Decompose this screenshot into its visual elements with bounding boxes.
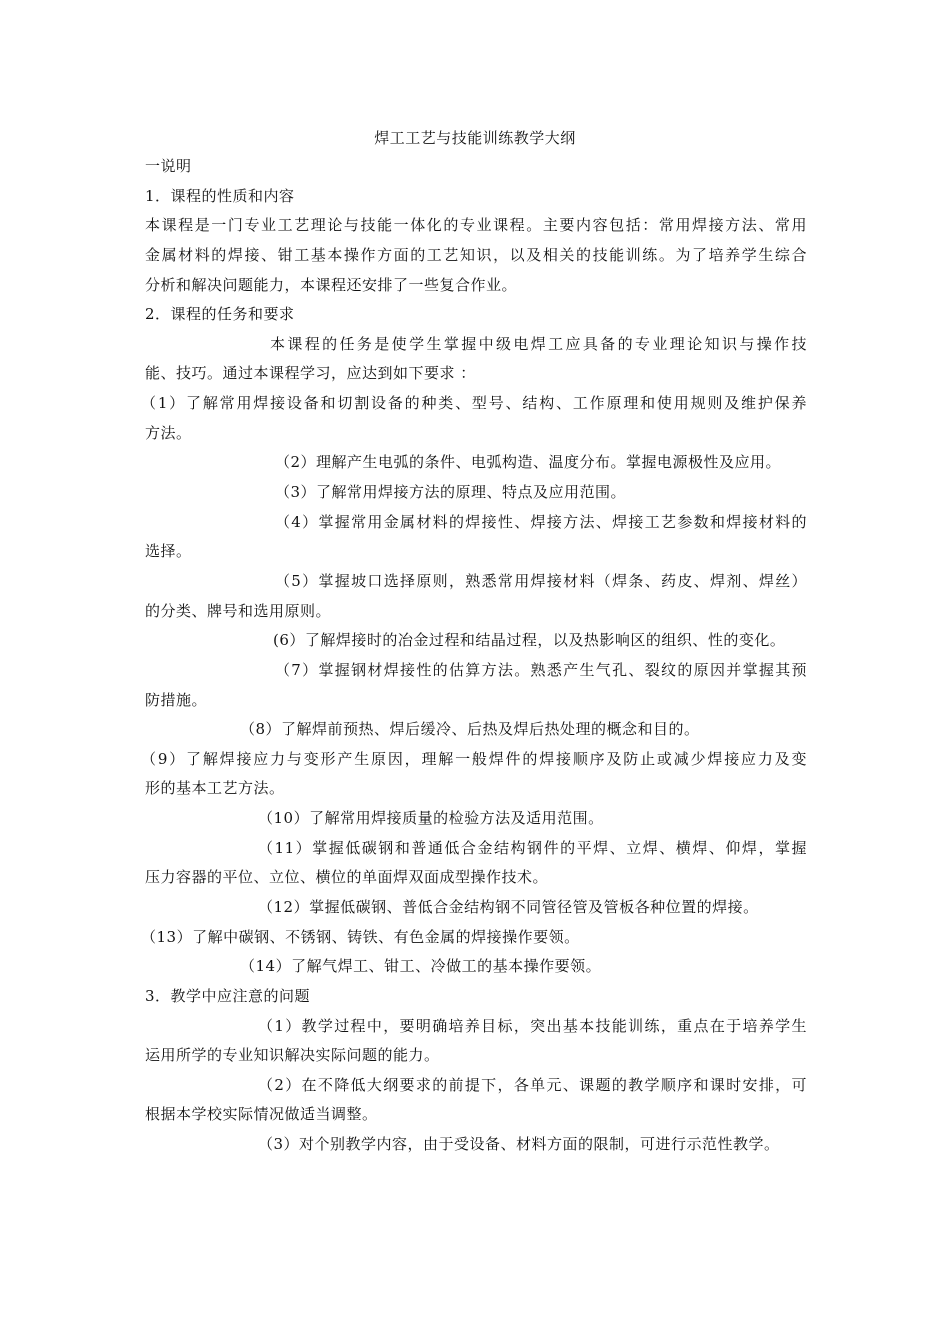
list-item: （3）对个别教学内容，由于受设备、材料方面的限制，可进行示范性教学。 xyxy=(258,1135,780,1153)
list-item: （2）在不降低大纲要求的前提下，各单元、课题的教学顺序和课时安排，可 xyxy=(258,1076,807,1094)
subsection-heading: 3．教学中应注意的问题 xyxy=(145,987,311,1005)
subsection-heading: 2．课程的任务和要求 xyxy=(145,305,295,323)
paragraph-line: 本课程是一门专业工艺理论与技能一体化的专业课程。主要内容包括：常用焊接方法、常用 xyxy=(145,216,807,234)
paragraph-line: 能、技巧。通过本课程学习，应达到如下要求 ： xyxy=(145,364,476,382)
document-title: 焊工工艺与技能训练教学大纲 xyxy=(374,129,576,147)
subsection-heading: 1．课程的性质和内容 xyxy=(145,187,295,205)
list-item: （2）理解产生电弧的条件、电弧构造、温度分布。掌握电源极性及应用。 xyxy=(275,453,782,471)
list-item: 根据本学校实际情况做适当调整。 xyxy=(145,1105,378,1123)
list-item: （13）了解中碳钢、不锈钢、铸铁、有色金属的焊接操作要领。 xyxy=(141,928,580,946)
list-item: 选择。 xyxy=(145,542,192,560)
section-heading: 一说明 xyxy=(145,157,192,175)
list-item: （9）了解焊接应力与变形产生原因，理解一般焊件的焊接顺序及防止或减少焊接应力及变 xyxy=(141,750,807,768)
list-item: 压力容器的平位、立位、横位的单面焊双面成型操作技术。 xyxy=(145,868,549,886)
paragraph-line: 分析和解决问题能力，本课程还安排了一些复合作业。 xyxy=(145,276,518,294)
paragraph-line: 本课程的任务是使学生掌握中级电焊工应具备的专业理论知识与操作技 xyxy=(270,335,807,353)
list-item: （14）了解气焊工、钳工、冷做工的基本操作要领。 xyxy=(240,957,602,975)
list-item: （12）掌握低碳钢、普低合金结构钢不同管径管及管板各种位置的焊接。 xyxy=(258,898,759,916)
list-item: （11）掌握低碳钢和普通低合金结构钢件的平焊、立焊、横焊、仰焊，掌握 xyxy=(258,839,807,857)
list-item: （10）了解常用焊接质量的检验方法及适用范围。 xyxy=(258,809,604,827)
list-item: （3）了解常用焊接方法的原理、特点及应用范围。 xyxy=(275,483,627,501)
list-item: 方法。 xyxy=(145,424,192,442)
list-item: （8）了解焊前预热、焊后缓冷、后热及焊后热处理的概念和目的。 xyxy=(240,720,700,738)
list-item: 防措施。 xyxy=(145,691,208,709)
list-item: 形的基本工艺方法。 xyxy=(145,779,285,797)
list-item: 的分类、牌号和选用原则。 xyxy=(145,602,332,620)
paragraph-line: 金属材料的焊接、钳工基本操作方面的工艺知识，以及相关的技能训练。为了培养学生综合 xyxy=(145,246,807,264)
list-item: 运用所学的专业知识解决实际问题的能力。 xyxy=(145,1046,440,1064)
list-item: （1）教学过程中，要明确培养目标，突出基本技能训练，重点在于培养学生 xyxy=(258,1017,807,1035)
list-item: （1）了解常用焊接设备和切割设备的种类、型号、结构、工作原理和使用规则及维护保养 xyxy=(141,394,807,412)
list-item: (6）了解焊接时的冶金过程和结晶过程，以及热影响区的组织、性的变化。 xyxy=(273,631,786,649)
list-item: （7）掌握钢材焊接性的估算方法。熟悉产生气孔、裂纹的原因并掌握其预 xyxy=(275,661,807,679)
list-item: （4）掌握常用金属材料的焊接性、焊接方法、焊接工艺参数和焊接材料的 xyxy=(275,513,807,531)
list-item: （5）掌握坡口选择原则，熟悉常用焊接材料（焊条、药皮、焊剂、焊丝） xyxy=(275,572,807,590)
